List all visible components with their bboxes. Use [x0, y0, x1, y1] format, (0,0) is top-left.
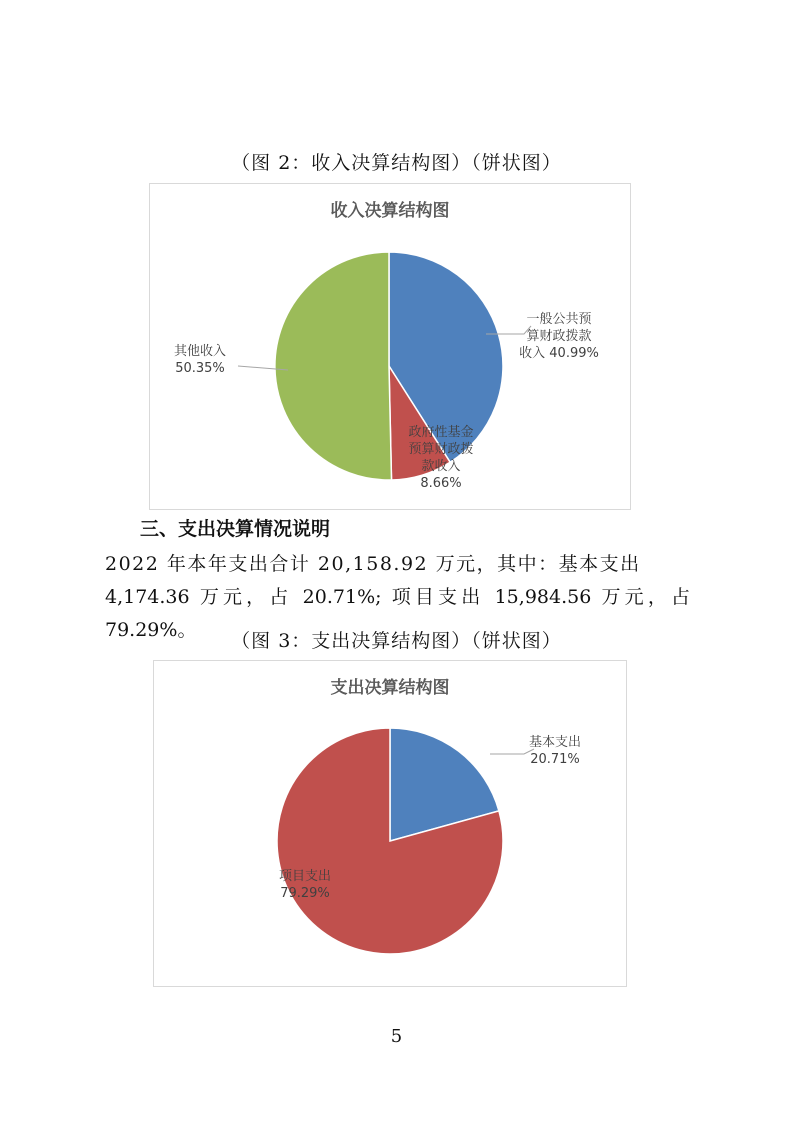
expenditure-pie-svg — [154, 661, 626, 986]
expenditure-paragraph-line-1: 2022 年本年支出合计 20,158.92 万元，其中：基本支出 — [105, 553, 641, 575]
expenditure-paragraph-line-2: 4,174.36 万元，占 20.71%; 项目支出 15,984.56 万元，占 79.29%。 — [105, 586, 690, 641]
income-data-label-3: 其他收入 50.35% — [173, 344, 227, 376]
figure-2-caption: （图 2：收入决算结构图）（饼状图） — [231, 152, 562, 174]
income-slice-3 — [275, 252, 392, 480]
income-data-label-2: 政府性基金预算财政拨款收入 8.66% — [408, 425, 474, 491]
expenditure-data-label-1: 基本支出 20.71% — [528, 735, 582, 767]
income-data-label-1: 一般公共预算财政拨款收入 40.99% — [519, 312, 599, 361]
page-number: 5 — [390, 1026, 403, 1047]
income-chart-title: 收入决算结构图 — [330, 201, 450, 221]
section-heading: 三、支出决算情况说明 — [140, 518, 331, 540]
expenditure-leader-line-1 — [490, 749, 534, 754]
income-pie-chart — [149, 183, 631, 510]
figure-3-caption: （图 3：支出决算结构图）（饼状图） — [231, 630, 562, 652]
expenditure-pie-chart — [153, 660, 627, 987]
expenditure-chart-title: 支出决算结构图 — [330, 678, 450, 698]
income-pie-svg — [150, 184, 630, 509]
expenditure-data-label-2: 项目支出 79.29% — [278, 869, 332, 901]
